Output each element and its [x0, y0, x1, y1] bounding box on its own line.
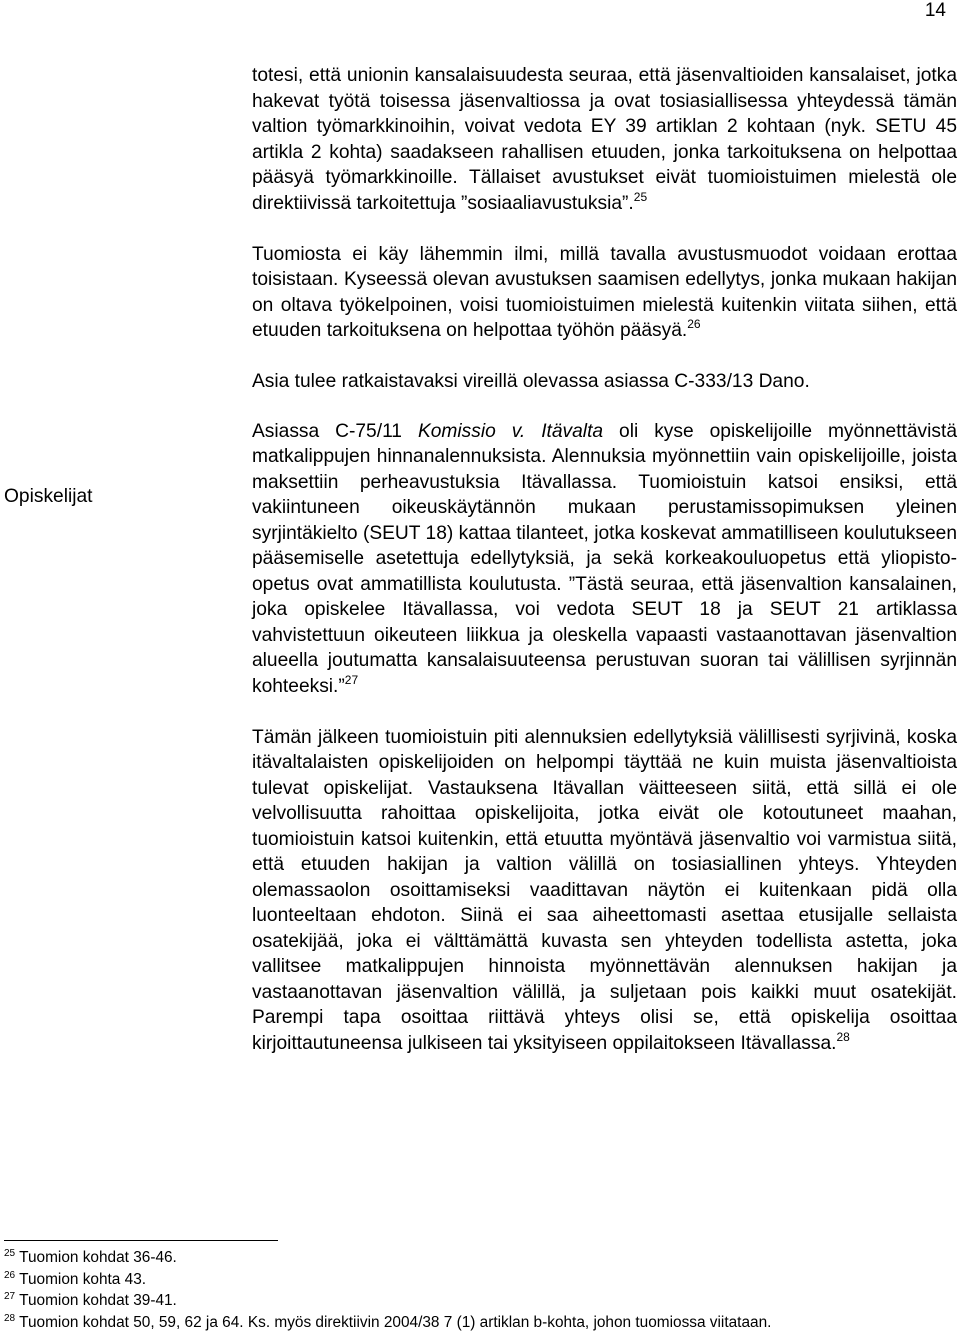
- paragraph: totesi, että unionin kansalaisuudesta seuraa, että jäsenvaltioiden kansalaiset, jotka hakevat työtä toisessa jäsenvaltiossa ja ovat tosiasiallisessa yhteydessä tämän valtion työmarkkinoihin, voivat vedota EY 39 artiklan 2 kohtaan (nyk. SETU 45 artikla 2 kohta) saadakseen rahallisen etuuden, jonka tarkoituksena on helpottaa pääsyä työmarkkinoille. Tällaiset avustukset eivät tuomioistuimen mielestä ole direktiivissä tarkoitettuja ”sosiaaliavustuksia”.$^{25}$: [252, 65, 957, 214]
- footnote-ref[interactable]: 28: [836, 1029, 850, 1044]
- paragraph: Tämän jälkeen tuomioistuin piti alennuksien edellytyksiä välillisesti syrjivinä, koska itävaltalaisten opiskelijoiden on helpompi täyttää ne kuin muista jäsenvaltioista tulevat opiskelijat. Vastauksena Itävallan väitteeseen siitä, että sillä ei ole velvollisuutta rahoittaa opiskelijoita, jotka eivät ole kotoutuneet maahan, tuomioistuin katsoi kuitenkin, että etuutta myöntävä jäsenvaltio voi varmistua siitä, että etuuden hakijan ja valtion välillä on tosiasiallinen yhteys. Yhteyden olemassaolon osoittamiseksi vaadittavan näytön ei kuitenkaan pidä olla luonteeltaan ehdoton. Siinä ei saa aiheettomasti asettaa etusijalle sellaista osatekijää, joka ei välttämättä kuvasta sen yhteyden todellista astetta, joka vallitsee matkalippujen hinnoista myönnettävän alennuksen hakijan ja vastaanottavan jäsenvaltion välillä, ja suljetaan pois kaikki muut osatekijät. Parempi tapa osoittaa riittävä yhteys olisi se, että opiskelija osoittaa kirjoittautuneensa julkiseen tai yksityiseen oppilaitokseen Itävallassa.$^{28}$: [252, 726, 957, 1054]
- footnote: $^{25}$ Tuomion kohdat 36-46.: [4, 1248, 177, 1266]
- case-name: Komissio v. Itävalta: [417, 420, 604, 442]
- footnote-ref[interactable]: 25: [633, 189, 648, 204]
- footnote: $^{28}$ Tuomion kohdat 50, 59, 62 ja 64. Ks. myös direktiivin 2004/38 7 (1) artiklan b-kohta, johon tuomiossa viitataan.: [4, 1312, 772, 1331]
- footnote-ref[interactable]: 27: [344, 672, 359, 687]
- footnote: $^{26}$ Tuomion kohta 43.: [4, 1269, 147, 1288]
- footnotes: [4, 1247, 960, 1333]
- margin-heading: Opiskelijat: [4, 486, 93, 507]
- paragraph: Asiassa C-75/11 Komissio v. Itävalta oli kyse opiskelijoille myönnettävistä matkalippujen hinnanalennuksista. Alennuksia myönnettiin vain opiskelijoille, joista maksettiin perheavustuksia Itävallassa. Tuomioistuin katsoi ensiksi, että vakiintuneen oikeuskäytännön mukaan perustamissopimuksen yleinen syrjintäkielto (SEUT 18) kattaa tilanteet, jotka koskevat ammatilliseen koulutukseen pääsemiselle asetettuja edellytyksiä, ja sekä korkeakouluopetus että yliopisto-opetus ovat ammatillista koulutusta. ”Tästä seuraa, että jäsenvaltion kansalainen, joka opiskelee Itävallassa, voi vedota SEUT 18 ja SEUT 21 artiklassa vahvistettuun oikeuteen liikkua ja oleskella vapaasti vastaanottavan jäsenvaltion alueella joutumatta kansalaisuuteensa perustuvan suoran tai välillisen syrjinnän kohteeksi.”$^{27}$: [252, 420, 957, 697]
- body-text: [252, 63, 957, 1056]
- paragraph: Tuomiosta ei käy lähemmin ilmi, millä tavalla avustusmuodot voidaan erottaa toisistaan. Kyseessä olevan avustuksen saamisen edellytys, jonka mukaan hakijan on oltava työkelpoinen, voisi tuomioistuimen mielestä kuitenkin viitata siihen, että etuuden tarkoituksena on helpottaa työhön pääsyä.$^{26}$: [252, 243, 957, 341]
- footnote-ref[interactable]: 26: [687, 317, 701, 331]
- footnote-separator: [4, 1240, 278, 1241]
- paragraph: Asia tulee ratkaistavaksi vireillä olevassa asiassa C-333/13 Dano.: [252, 371, 810, 392]
- page-number: 14: [924, 0, 946, 21]
- footnote: $^{27}$ Tuomion kohdat 39-41.: [4, 1291, 177, 1310]
